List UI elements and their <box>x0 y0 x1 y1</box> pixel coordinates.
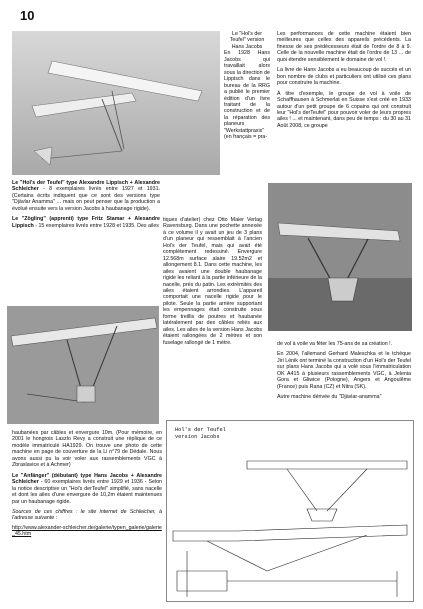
paragraph: Les performances de cette machine étaient bien meilleures que celles des appareils précédents. La finesse de ses prédécesseurs était de l'ordre de 8 à 9. Celle de la nouvelle machine était de l'ordre de 13 ... de quoi étendre sensiblement le domaine de vol !. <box>277 31 411 63</box>
paragraph: haubanées par câbles et envergure 10m. (Pour mémoire, en 2001 le hongrois Laszlo Revy a construit une réplique de ce modèle immatriculé HA1929. On trouve une photo de cette machine en page de couverture de la Li n°79 de Dédale. Nous avons aussi pu la voir voler aux rassemblements VGC à Zbraslavice et à Achmer) <box>12 430 162 469</box>
glider-ground-photo <box>268 183 412 331</box>
glider-technical-drawing <box>166 420 414 602</box>
text-column-reconstruction <box>277 341 411 401</box>
text-block-production <box>12 180 160 229</box>
paragraph: Le "Hol's der Teufel" version Hans Jacobs <box>229 31 265 50</box>
paragraph: En 1928 Hans Jacobs qui travaillait alors sous la direction de Lippisch dans le bureau de la RRG a publié le premier édition d'un livre traitant de la construction et de la réparation des planeurs "Werkstattpraxis" (en français = pra- <box>224 50 270 141</box>
anfaenger-body: - 60 exemplaires livrés entre 1929 et 1936 - Selon la notice descriptive un "Hol's derTeufel" simplifié, sans nacelle et dont les ailes d'une envergure de 10,2m étaient maintenues par un haubanage rigide. <box>12 479 162 505</box>
drawing-title: Hol's der Teufel version Jacobs <box>175 427 226 440</box>
paragraph: La livre de Hans Jacobs a eu beaucoup de succès et un bon nombre de clubs et particuliers ont utilisé ces plans pour construire la machine. <box>277 67 411 87</box>
text-column-hans-jacobs-intro <box>224 31 270 141</box>
production-body: - 8 exemplaires livrés entre 1927 et 1931. (Certains écrits indiquent que ce sont des versions type "Djävlar Anamma" ... mais on peut penser que la production a évolué ensuite vers la version Jacobs à haubanage rigide). <box>12 186 160 212</box>
paragraph: En 2004, l'allemand Gerhard Maleschka et le tchèque Jiri Lénik ont terminé la construction d'un Hol's der Teufel sur plans Hans Jacobs qui a volé sous l'immatriculation OK A415 à plusieurs rassemblements VGC, à Jelenia Gora et Gliwice (Pologne), Angers et Angoulême (France) puis Rana (CZ) et Nitra (SK). <box>277 351 411 390</box>
glider-flight-photo <box>12 31 220 175</box>
production-body: - 15 exemplaires livrés entre 1928 et 1935. Des ailes <box>33 222 159 229</box>
sources-link[interactable]: http://www.alexander-schleicher.de/galerie/typen_galerie/galerie_45.htm <box>12 524 162 538</box>
anfaenger-heading: Le "Anfänger" (débutant) type Hans Jacobs + Alexandre Schleicher <box>12 472 162 486</box>
text-column-performances <box>277 31 411 129</box>
paragraph: tiques d'atelier) chez Otto Maier Verlag Ravensburg. Dans une pochette annexée à ce volume il y avait un jeu de 3 plans d'un planeur qui ressemblait à l'ancien Hol's der Teufel, mais qui avait été complètement redessiné. Envergure 12.568m surface alaire 19.52m2 et allongement 8.1. Dans cette machine, les ailes avaient une double haubanage rigide les reliant à la partie inférieure de la nacelle, près du patin. Les extrémités des ailes étaient arrondies. L'appareil comportait une nacelle rigide pour le pilote. Seule la partie arrière supportant les empennages était construite sous forme treillis de poutres et haubanée latéralement par des câbles reliés aux ailes. Les ailes de la version Hans Jacobs étaient rallongées de 2 mètres et son fuselage rallongé de 1 mètre. <box>163 217 262 346</box>
production-heading: Le "Hol's der Teufel" type Alexandre Lippisch + Alexandre Schleicher <box>12 180 160 193</box>
text-column-construction <box>163 217 262 346</box>
sources-intro: Sources de ces chiffres : le site internet de Schleicher, à l'adresse suivante : <box>12 508 162 522</box>
text-block-anfaenger <box>12 430 162 538</box>
glider-hangar-photo <box>7 306 159 424</box>
paragraph: de vol à voile va fêter les 75-ans de sa création !. <box>277 341 393 347</box>
paragraph: À titre d'exemple, le groupe de vol à voile de Schaffhausen à Schmerlat en Suisse s'est créé en 1933 autour d'un petit groupe de 6 copains qui ont construit leur "Hol's derTeufel" pour pouvoir voler de leurs propres ailes ! ... et maintenant, dans peu de temps : du 30 au 31 Août 2008, ce groupe <box>277 90 411 129</box>
paragraph: Autre machine dérivée du "Djävlar-anamma" <box>277 394 382 401</box>
page-number: 10 <box>20 8 35 23</box>
production-heading: Le "Zögling" (apprenti) type Fritz Stamar + Alexandre Lippisch <box>12 216 160 229</box>
